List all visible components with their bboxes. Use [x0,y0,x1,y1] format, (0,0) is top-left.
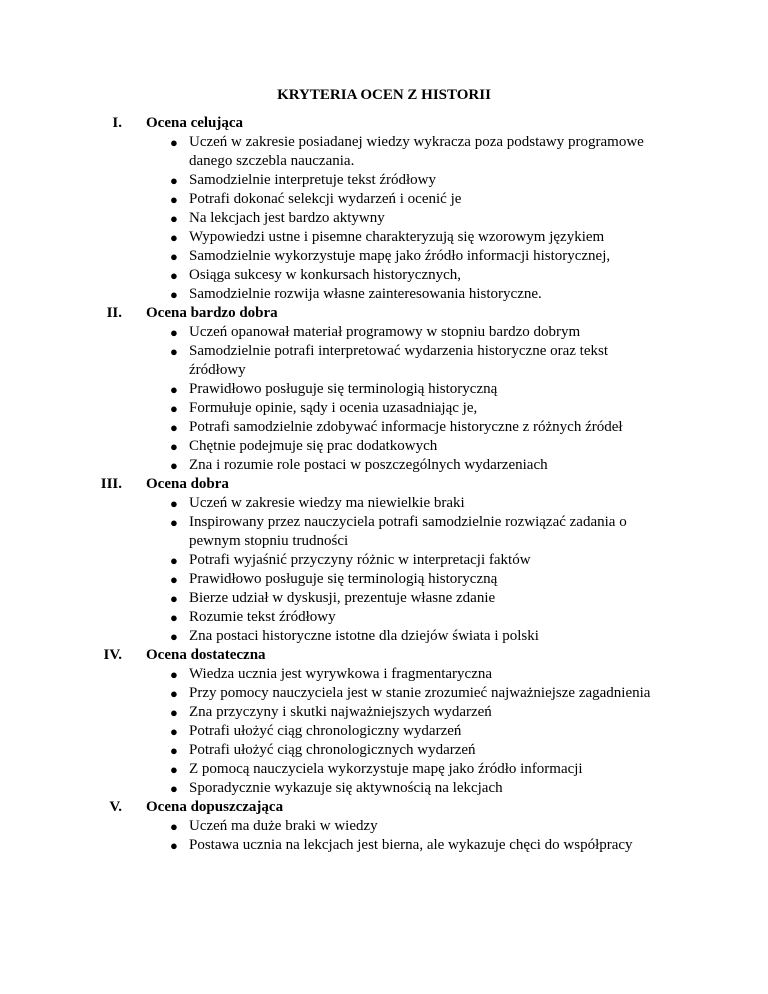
bullet-icon: ● [170,610,178,625]
bullet-icon: ● [170,667,178,682]
bullet-icon: ● [170,705,178,720]
document-title: KRYTERIA OCEN Z HISTORII [277,87,491,103]
bullet-icon: ● [170,401,178,416]
section-heading: Ocena bardzo dobra [146,305,278,321]
criteria-text: Samodzielnie wykorzystuje mapę jako źródło informacji historycznej, [189,248,611,264]
criteria-text: Uczeń w zakresie wiedzy ma niewielkie braki [189,495,465,511]
criteria-item [0,608,768,627]
bullet-icon: ● [170,268,178,283]
criteria-text: Samodzielnie rozwija własne zainteresowania historyczne. [189,286,542,302]
criteria-item [0,779,768,798]
criteria-text: Prawidłowo posługuje się terminologią historyczną [189,381,498,397]
bullet-icon: ● [170,249,178,264]
criteria-item [0,399,768,418]
grade-section [0,114,768,304]
criteria-item [0,190,768,209]
criteria-item [0,418,768,437]
criteria-text: Na lekcjach jest bardzo aktywny [189,210,385,226]
criteria-text: Sporadycznie wykazuje się aktywnością na lekcjach [189,780,503,796]
criteria-item [0,551,768,570]
criteria-text: Wiedza ucznia jest wyrywkowa i fragmentaryczna [189,666,493,682]
criteria-list [0,494,768,646]
criteria-text: Uczeń w zakresie posiadanej wiedzy wykracza poza podstawy programowe [189,134,644,150]
grading-criteria-list [0,114,768,855]
criteria-text: Potrafi ułożyć ciąg chronologicznych wydarzeń [189,742,476,758]
criteria-text: Uczeń ma duże braki w wiedzy [189,818,378,834]
bullet-icon: ● [170,515,178,530]
criteria-item [0,133,768,171]
bullet-icon: ● [170,781,178,796]
criteria-item [0,323,768,342]
criteria-text: Potrafi wyjaśnić przyczyny różnic w interpretacji faktów [189,552,531,568]
bullet-icon: ● [170,344,178,359]
criteria-text: Chętnie podejmuje się prac dodatkowych [189,438,438,454]
criteria-item [0,437,768,456]
bullet-icon: ● [170,211,178,226]
criteria-item [0,380,768,399]
section-number: I. [112,115,122,131]
criteria-text: Potrafi dokonać selekcji wydarzeń i ocenić je [189,191,462,207]
bullet-icon: ● [170,230,178,245]
criteria-item [0,266,768,285]
bullet-icon: ● [170,629,178,644]
criteria-text: Przy pomocy nauczyciela jest w stanie zrozumieć najważniejsze zagadnienia [189,685,651,701]
section-header [0,646,768,665]
criteria-item [0,741,768,760]
criteria-item [0,228,768,247]
criteria-text: Zna przyczyny i skutki najważniejszych wydarzeń [189,704,492,720]
criteria-text: Postawa ucznia na lekcjach jest bierna, ale wykazuje chęci do współpracy [189,837,633,853]
criteria-text: Potrafi ułożyć ciąg chronologiczny wydarzeń [189,723,462,739]
section-heading: Ocena dopuszczająca [146,799,284,815]
criteria-list [0,665,768,798]
criteria-item [0,247,768,266]
criteria-text: Inspirowany przez nauczyciela potrafi samodzielnie rozwiązać zadania o [189,514,627,530]
criteria-item [0,171,768,190]
criteria-item [0,285,768,304]
criteria-item [0,703,768,722]
criteria-text: Uczeń opanował materiał programowy w stopniu bardzo dobrym [189,324,581,340]
bullet-icon: ● [170,135,178,150]
criteria-item [0,513,768,551]
bullet-icon: ● [170,458,178,473]
bullet-icon: ● [170,762,178,777]
criteria-text: pewnym stopniu trudności [189,533,349,549]
grade-section [0,798,768,855]
grade-section [0,475,768,646]
grade-section [0,304,768,475]
section-header [0,304,768,323]
section-heading: Ocena celująca [146,115,244,131]
bullet-icon: ● [170,838,178,853]
criteria-text: danego szczebla nauczania. [189,153,355,169]
criteria-list [0,133,768,304]
criteria-list [0,323,768,475]
bullet-icon: ● [170,325,178,340]
bullet-icon: ● [170,686,178,701]
criteria-item [0,627,768,646]
criteria-text: Osiąga sukcesy w konkursach historycznych, [189,267,462,283]
bullet-icon: ● [170,743,178,758]
criteria-text: Samodzielnie potrafi interpretować wydarzenia historyczne oraz tekst [189,343,608,359]
criteria-item [0,684,768,703]
section-number: IV. [103,647,122,663]
criteria-text: Prawidłowo posługuje się terminologią historyczną [189,571,498,587]
criteria-item [0,589,768,608]
section-header [0,475,768,494]
criteria-list [0,817,768,855]
criteria-text: Z pomocą nauczyciela wykorzystuje mapę jako źródło informacji [189,761,583,777]
criteria-item [0,494,768,513]
grade-section [0,646,768,798]
criteria-item [0,665,768,684]
bullet-icon: ● [170,496,178,511]
criteria-item [0,342,768,380]
criteria-text: Samodzielnie interpretuje tekst źródłowy [189,172,437,188]
bullet-icon: ● [170,591,178,606]
section-header [0,798,768,817]
criteria-item [0,817,768,836]
criteria-text: Zna i rozumie role postaci w poszczególnych wydarzeniach [189,457,548,473]
criteria-item [0,836,768,855]
section-number: III. [100,476,122,492]
section-heading: Ocena dobra [146,476,229,492]
criteria-text: Formułuje opinie, sądy i ocenia uzasadniając je, [189,400,478,416]
criteria-item [0,760,768,779]
criteria-item [0,722,768,741]
bullet-icon: ● [170,819,178,834]
criteria-text: Rozumie tekst źródłowy [189,609,336,625]
bullet-icon: ● [170,173,178,188]
section-number: II. [106,305,122,321]
criteria-text: Bierze udział w dyskusji, prezentuje własne zdanie [189,590,496,606]
section-header [0,114,768,133]
bullet-icon: ● [170,439,178,454]
criteria-text: źródłowy [189,362,246,378]
criteria-text: Potrafi samodzielnie zdobywać informacje historyczne z różnych źródeł [189,419,623,435]
section-number: V. [109,799,122,815]
section-heading: Ocena dostateczna [146,647,266,663]
bullet-icon: ● [170,572,178,587]
bullet-icon: ● [170,382,178,397]
criteria-item [0,456,768,475]
bullet-icon: ● [170,192,178,207]
bullet-icon: ● [170,553,178,568]
criteria-text: Wypowiedzi ustne i pisemne charakteryzują się wzorowym językiem [189,229,605,245]
criteria-item [0,209,768,228]
criteria-text: Zna postaci historyczne istotne dla dziejów świata i polski [189,628,539,644]
bullet-icon: ● [170,287,178,302]
bullet-icon: ● [170,724,178,739]
bullet-icon: ● [170,420,178,435]
criteria-item [0,570,768,589]
